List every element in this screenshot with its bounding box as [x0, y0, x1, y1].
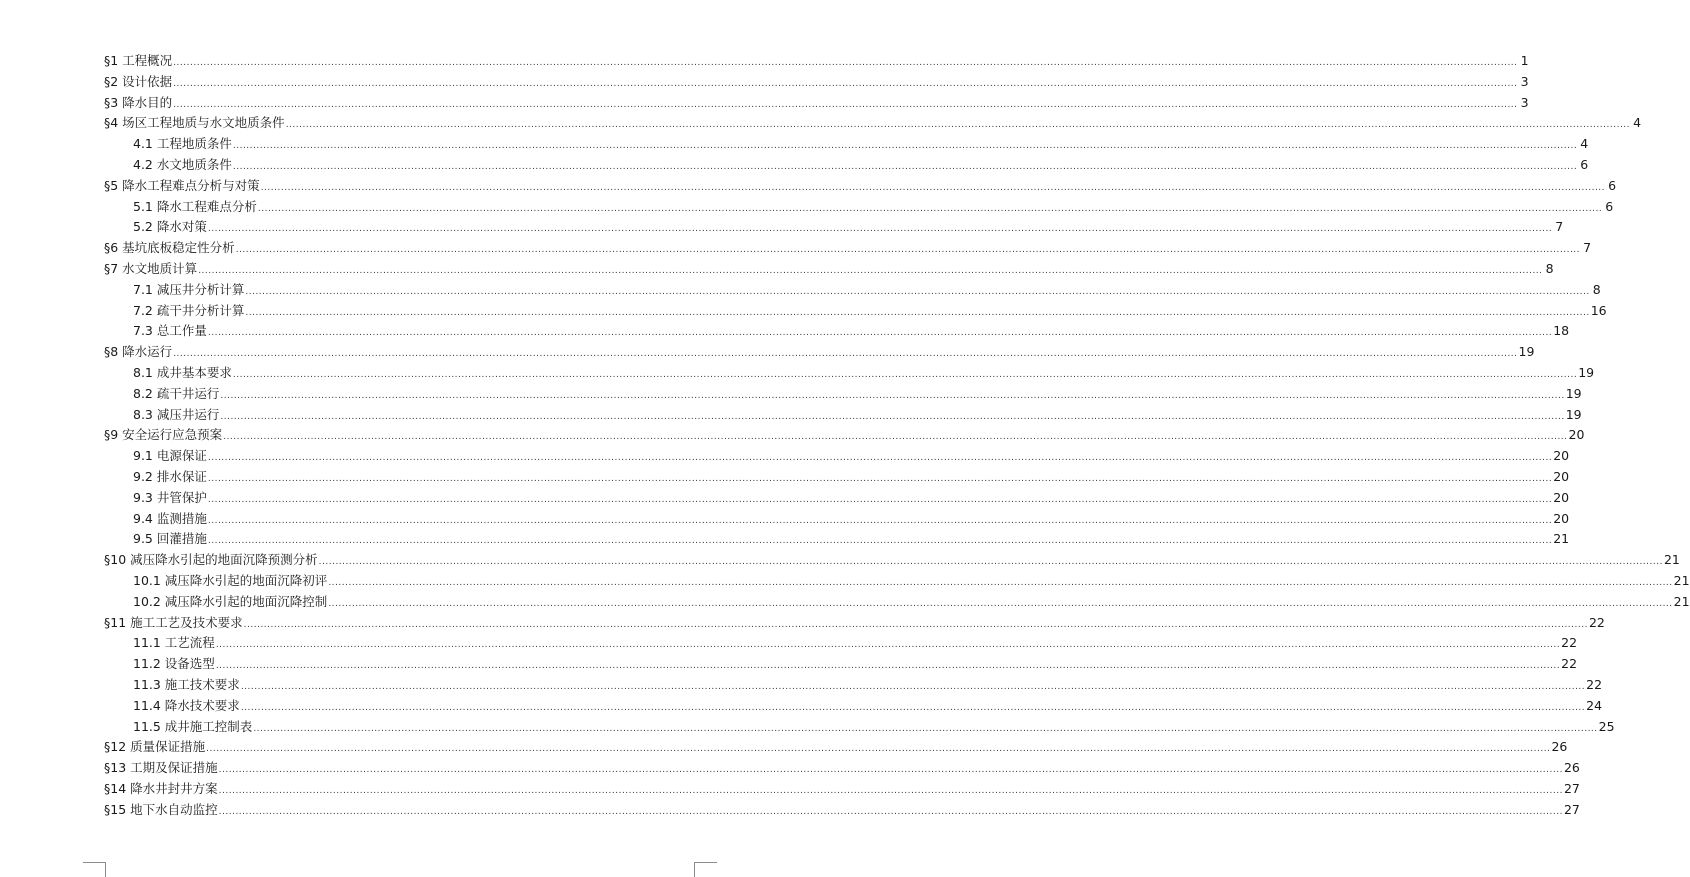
dot-leader: ................................................................................................................................................................................................................................................................................................................................................................................................................: [245, 286, 1590, 297]
toc-entry[interactable]: [0, 384, 1582, 405]
dot-leader: ................................................................................................................................................................................................................................................................................................................................................................................................................: [207, 494, 1553, 505]
toc-entry-page-number: 20: [1568, 427, 1585, 443]
toc-entry[interactable]: [0, 72, 1529, 93]
toc-entry-line: [104, 425, 1585, 446]
toc-entry[interactable]: [0, 342, 1535, 363]
toc-entry-page-number: 20: [1553, 489, 1570, 505]
toc-entry[interactable]: [0, 675, 1603, 696]
toc-entry[interactable]: [0, 301, 1607, 322]
toc-entry-page-number: 26: [1551, 739, 1568, 755]
toc-entry-title: §9 安全运行应急预案: [104, 427, 223, 443]
toc-entry-page-number: 25: [1598, 718, 1615, 734]
toc-entry-title: §15 地下水自动监控: [104, 801, 218, 817]
dot-leader: ................................................................................................................................................................................................................................................................................................................................................................................................................: [207, 224, 1553, 235]
toc-entry-title: 4.1 工程地质条件: [133, 136, 232, 152]
toc-entry-line: [133, 405, 1582, 426]
toc-entry-page-number: 20: [1553, 468, 1570, 484]
toc-entry-line: [133, 696, 1603, 717]
toc-entry-page-number: 19: [1578, 364, 1595, 380]
toc-entry-line: [104, 176, 1617, 197]
crop-mark-bottom-left: [83, 862, 106, 877]
dot-leader: ................................................................................................................................................................................................................................................................................................................................................................................................................: [218, 806, 1563, 817]
toc-entry-page-number: 26: [1563, 760, 1580, 776]
dot-leader: ................................................................................................................................................................................................................................................................................................................................................................................................................: [260, 182, 1606, 193]
dot-leader: ................................................................................................................................................................................................................................................................................................................................................................................................................: [173, 58, 1518, 68]
toc-entry[interactable]: [0, 592, 1690, 613]
toc-entry-title: 7.3 总工作量: [133, 323, 207, 339]
toc-entry-page-number: 4: [1580, 136, 1589, 152]
toc-entry[interactable]: [0, 363, 1595, 384]
toc-entry-title: 8.1 成井基本要求: [133, 364, 232, 380]
toc-entry[interactable]: [0, 238, 1592, 259]
toc-entry[interactable]: [0, 509, 1570, 530]
toc-entry-title: §5 降水工程难点分析与对策: [104, 177, 260, 193]
toc-entry-line: [133, 675, 1603, 696]
toc-entry-title: §6 基坑底板稳定性分析: [104, 240, 235, 256]
dot-leader: ................................................................................................................................................................................................................................................................................................................................................................................................................: [328, 577, 1673, 588]
toc-entry-page-number: 22: [1586, 676, 1603, 692]
dot-leader: ................................................................................................................................................................................................................................................................................................................................................................................................................: [198, 265, 1543, 276]
toc-entry-page-number: 19: [1518, 344, 1535, 360]
toc-entry-line: [133, 509, 1570, 530]
toc-entry-line: [104, 550, 1680, 571]
toc-entry-line: [133, 571, 1690, 592]
toc-entry-title: 11.1 工艺流程: [133, 635, 215, 651]
toc-entry-title: 4.2 水文地质条件: [133, 156, 232, 172]
toc-entry-line: [104, 737, 1568, 758]
toc-entry-page-number: 19: [1565, 385, 1582, 401]
toc-entry-line: [133, 280, 1601, 301]
dot-leader: ................................................................................................................................................................................................................................................................................................................................................................................................................: [173, 78, 1518, 89]
toc-entry[interactable]: [0, 197, 1614, 218]
toc-entry-title: §7 水文地质计算: [104, 260, 198, 276]
toc-entry-line: [104, 113, 1642, 134]
toc-entry-title: 9.3 井管保护: [133, 489, 207, 505]
toc-entry[interactable]: [0, 550, 1680, 571]
toc-entry-title: 10.1 减压降水引起的地面沉降初评: [133, 572, 328, 588]
dot-leader: ................................................................................................................................................................................................................................................................................................................................................................................................................: [207, 473, 1553, 484]
dot-leader: ................................................................................................................................................................................................................................................................................................................................................................................................................: [218, 785, 1563, 796]
toc-entry-line: [104, 72, 1529, 93]
dot-leader: ................................................................................................................................................................................................................................................................................................................................................................................................................: [207, 328, 1553, 339]
toc-entry-line: [133, 155, 1589, 176]
toc-entry-line: [133, 633, 1578, 654]
toc-entry-line: [104, 779, 1580, 800]
dot-leader: ................................................................................................................................................................................................................................................................................................................................................................................................................: [232, 161, 1578, 172]
toc-entry-line: [104, 238, 1592, 259]
toc-entry[interactable]: [0, 280, 1601, 301]
toc-entry[interactable]: [0, 488, 1570, 509]
toc-entry-title: §11 施工工艺及技术要求: [104, 614, 243, 630]
dot-leader: ................................................................................................................................................................................................................................................................................................................................................................................................................: [257, 203, 1603, 214]
toc-entry-page-number: 20: [1553, 448, 1570, 464]
toc-entry-line: [133, 301, 1607, 322]
toc-entry-page-number: 4: [1633, 115, 1642, 131]
toc-entry-page-number: 3: [1520, 73, 1529, 89]
toc-entry-line: [104, 51, 1529, 72]
toc-entry[interactable]: [0, 758, 1580, 779]
dot-leader: ................................................................................................................................................................................................................................................................................................................................................................................................................: [207, 536, 1553, 547]
toc-entry-page-number: 16: [1590, 302, 1607, 318]
dot-leader: ................................................................................................................................................................................................................................................................................................................................................................................................................: [173, 99, 1518, 110]
toc-entry-page-number: 21: [1673, 572, 1690, 588]
toc-entry-title: 8.3 减压井运行: [133, 406, 220, 422]
table-of-contents: [0, 51, 1690, 820]
toc-entry-line: [104, 613, 1605, 634]
dot-leader: ................................................................................................................................................................................................................................................................................................................................................................................................................: [243, 619, 1588, 630]
toc-entry-page-number: 19: [1565, 406, 1582, 422]
dot-leader: ................................................................................................................................................................................................................................................................................................................................................................................................................: [173, 349, 1518, 360]
toc-entry-title: 7.2 疏干井分析计算: [133, 302, 245, 318]
toc-entry-title: 11.2 设备选型: [133, 656, 215, 672]
toc-entry-line: [133, 197, 1614, 218]
toc-entry-title: 5.2 降水对策: [133, 219, 207, 235]
dot-leader: ................................................................................................................................................................................................................................................................................................................................................................................................................: [220, 411, 1565, 422]
toc-entry-title: 10.2 减压降水引起的地面沉降控制: [133, 593, 328, 609]
toc-entry-page-number: 7: [1583, 240, 1592, 256]
dot-leader: ................................................................................................................................................................................................................................................................................................................................................................................................................: [218, 765, 1563, 776]
toc-entry[interactable]: [0, 155, 1589, 176]
toc-entry-title: 9.2 排水保证: [133, 468, 207, 484]
toc-entry-title: 8.2 疏干井运行: [133, 385, 220, 401]
toc-entry[interactable]: [0, 696, 1603, 717]
toc-entry-page-number: 7: [1555, 219, 1564, 235]
toc-entry-page-number: 18: [1553, 323, 1570, 339]
toc-entry-line: [133, 467, 1570, 488]
toc-entry-page-number: 3: [1520, 94, 1529, 110]
toc-entry-page-number: 21: [1673, 593, 1690, 609]
toc-entry[interactable]: [0, 717, 1615, 738]
toc-entry-page-number: 6: [1605, 198, 1614, 214]
dot-leader: ................................................................................................................................................................................................................................................................................................................................................................................................................: [240, 681, 1586, 692]
toc-entry-line: [133, 529, 1570, 550]
toc-entry-page-number: 24: [1586, 697, 1603, 713]
toc-entry-page-number: 6: [1608, 177, 1617, 193]
dot-leader: ................................................................................................................................................................................................................................................................................................................................................................................................................: [232, 141, 1578, 152]
toc-entry-page-number: 27: [1563, 780, 1580, 796]
toc-entry[interactable]: [0, 217, 1564, 238]
toc-entry[interactable]: [0, 779, 1580, 800]
toc-entry-page-number: 22: [1588, 614, 1605, 630]
toc-entry[interactable]: [0, 654, 1578, 675]
toc-entry-title: 11.3 施工技术要求: [133, 676, 240, 692]
dot-leader: ................................................................................................................................................................................................................................................................................................................................................................................................................: [215, 661, 1561, 672]
toc-entry-line: [133, 363, 1595, 384]
dot-leader: ................................................................................................................................................................................................................................................................................................................................................................................................................: [328, 598, 1673, 609]
toc-entry-title: 11.5 成井施工控制表: [133, 718, 253, 734]
toc-entry-page-number: 6: [1580, 156, 1589, 172]
toc-entry[interactable]: [0, 321, 1570, 342]
toc-entry-page-number: 21: [1663, 552, 1680, 568]
toc-entry-title: 9.4 监测措施: [133, 510, 207, 526]
toc-entry-title: §3 降水目的: [104, 94, 173, 110]
toc-entry[interactable]: [0, 737, 1568, 758]
toc-entry-title: §4 场区工程地质与水文地质条件: [104, 115, 285, 131]
toc-entry[interactable]: [0, 113, 1642, 134]
toc-entry-line: [104, 93, 1529, 114]
dot-leader: ................................................................................................................................................................................................................................................................................................................................................................................................................: [285, 120, 1631, 131]
toc-entry-line: [133, 717, 1615, 738]
toc-entry-page-number: 22: [1561, 635, 1578, 651]
toc-entry[interactable]: [0, 446, 1570, 467]
toc-entry-line: [133, 217, 1564, 238]
dot-leader: ................................................................................................................................................................................................................................................................................................................................................................................................................: [207, 515, 1553, 526]
toc-entry-line: [133, 384, 1582, 405]
toc-entry-page-number: 8: [1592, 281, 1601, 297]
crop-mark-bottom-right: [694, 862, 717, 877]
toc-entry-title: §14 降水井封井方案: [104, 780, 218, 796]
dot-leader: ................................................................................................................................................................................................................................................................................................................................................................................................................: [232, 369, 1578, 380]
toc-entry-line: [133, 654, 1578, 675]
dot-leader: ................................................................................................................................................................................................................................................................................................................................................................................................................: [235, 245, 1581, 256]
toc-entry-title: §12 质量保证措施: [104, 739, 206, 755]
toc-entry-page-number: 20: [1553, 510, 1570, 526]
toc-entry-line: [133, 488, 1570, 509]
toc-entry-title: §8 降水运行: [104, 344, 173, 360]
toc-entry-line: [133, 321, 1570, 342]
toc-entry-title: 11.4 降水技术要求: [133, 697, 240, 713]
dot-leader: ................................................................................................................................................................................................................................................................................................................................................................................................................: [223, 432, 1568, 443]
toc-entry-line: [133, 592, 1690, 613]
toc-entry-page-number: 8: [1545, 260, 1554, 276]
toc-entry-line: [104, 342, 1535, 363]
toc-entry[interactable]: [0, 51, 1529, 72]
toc-entry-title: 9.5 回灌措施: [133, 531, 207, 547]
dot-leader: ................................................................................................................................................................................................................................................................................................................................................................................................................: [253, 723, 1598, 734]
toc-entry-line: [104, 758, 1580, 779]
toc-entry-line: [104, 800, 1580, 821]
toc-entry-line: [104, 259, 1554, 280]
toc-entry[interactable]: [0, 800, 1580, 821]
toc-entry-title: §13 工期及保证措施: [104, 760, 218, 776]
dot-leader: ................................................................................................................................................................................................................................................................................................................................................................................................................: [215, 640, 1561, 651]
toc-entry-title: §2 设计依据: [104, 73, 173, 89]
toc-entry-title: 7.1 减压井分析计算: [133, 281, 245, 297]
toc-entry[interactable]: [0, 571, 1690, 592]
dot-leader: ................................................................................................................................................................................................................................................................................................................................................................................................................: [207, 453, 1553, 464]
dot-leader: ................................................................................................................................................................................................................................................................................................................................................................................................................: [245, 307, 1590, 318]
toc-entry[interactable]: [0, 529, 1570, 550]
toc-entry[interactable]: [0, 613, 1605, 634]
toc-entry[interactable]: [0, 259, 1554, 280]
toc-entry[interactable]: [0, 405, 1582, 426]
dot-leader: ................................................................................................................................................................................................................................................................................................................................................................................................................: [206, 744, 1551, 755]
dot-leader: ................................................................................................................................................................................................................................................................................................................................................................................................................: [240, 702, 1586, 713]
toc-entry-title: 9.1 电源保证: [133, 448, 207, 464]
dot-leader: ................................................................................................................................................................................................................................................................................................................................................................................................................: [318, 557, 1663, 568]
toc-entry[interactable]: [0, 176, 1617, 197]
toc-entry-title: §10 减压降水引起的地面沉降预测分析: [104, 552, 318, 568]
toc-entry-page-number: 21: [1553, 531, 1570, 547]
toc-entry-title: §1 工程概况: [104, 53, 173, 68]
toc-entry[interactable]: [0, 467, 1570, 488]
toc-entry[interactable]: [0, 134, 1589, 155]
toc-entry-line: [133, 134, 1589, 155]
toc-entry[interactable]: [0, 425, 1585, 446]
toc-entry-page-number: 1: [1520, 53, 1529, 68]
toc-entry[interactable]: [0, 633, 1578, 654]
toc-entry[interactable]: [0, 93, 1529, 114]
toc-entry-page-number: 27: [1563, 801, 1580, 817]
toc-entry-page-number: 22: [1561, 656, 1578, 672]
dot-leader: ................................................................................................................................................................................................................................................................................................................................................................................................................: [220, 390, 1565, 401]
toc-entry-line: [133, 446, 1570, 467]
toc-entry-title: 5.1 降水工程难点分析: [133, 198, 257, 214]
